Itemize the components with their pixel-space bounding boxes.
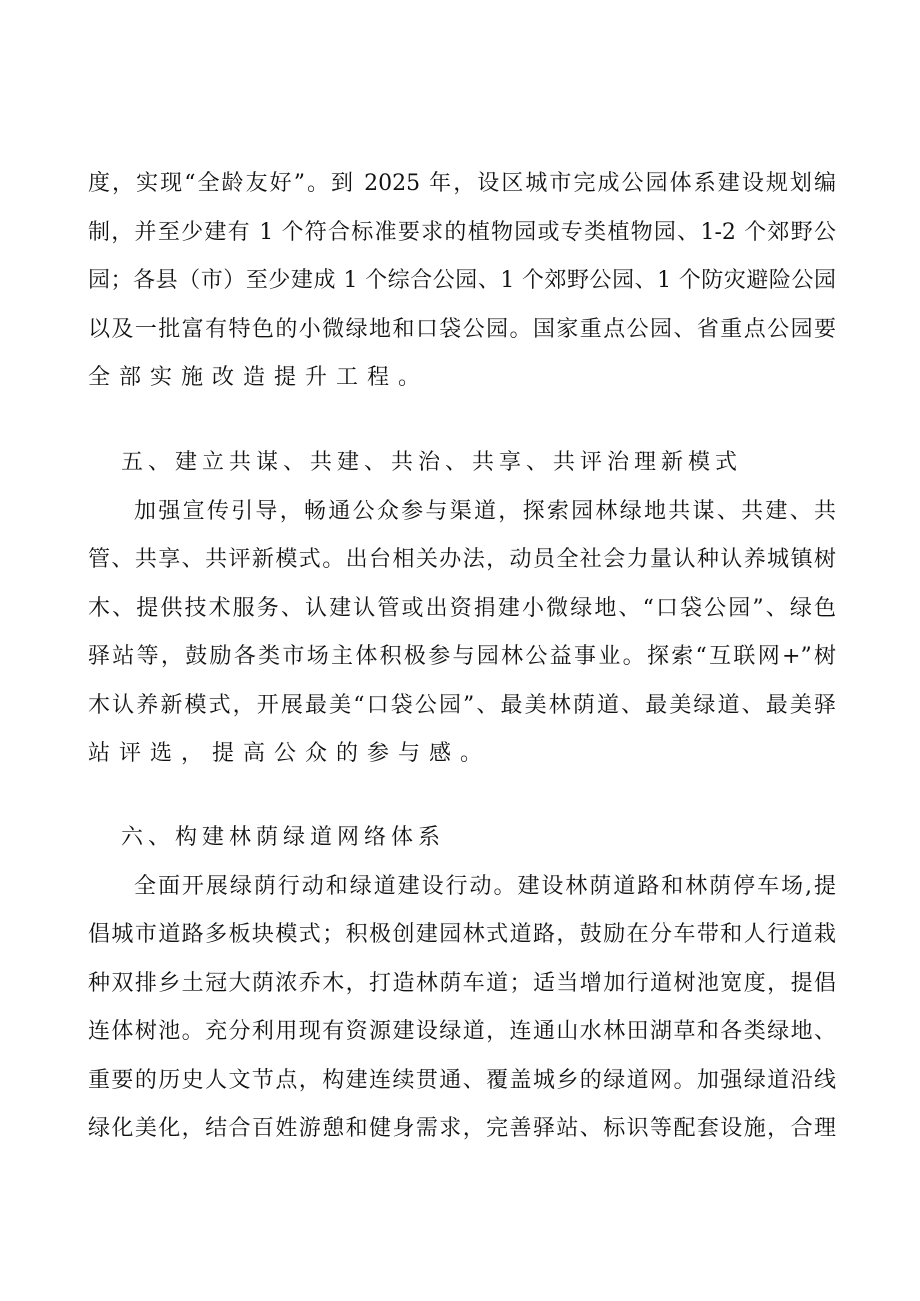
- paragraph-3-line-6: 绿化美化，结合百姓游憩和健身需求，完善驿站、标识等配套设施，合理: [88, 1116, 836, 1141]
- paragraph-2-line-1: 加强宣传引导，畅通公众参与渠道，探索园林绿地共谋、共建、共: [134, 499, 836, 524]
- paragraph-3-line-2: 倡城市道路多板块模式；积极创建园林式道路，鼓励在分车带和人行道栽: [88, 922, 836, 947]
- paragraph-1-line-5: 全部实施改造提升工程。: [88, 365, 430, 390]
- paragraph-2-line-6: 站评选，提高公众的参与感。: [88, 741, 492, 766]
- paragraph-3-line-5: 重要的历史人文节点，构建连续贯通、覆盖城乡的绿道网。加强绿道沿线: [88, 1068, 836, 1093]
- section-heading-5: 五、建立共谋、共建、共治、共享、共评治理新模式: [121, 450, 743, 475]
- paragraph-3-line-3: 种双排乡土冠大荫浓乔木，打造林荫车道；适当增加行道树池宽度，提倡: [88, 971, 836, 996]
- paragraph-1-line-1: 度，实现“全龄友好”。到 2025 年，设区城市完成公园体系建设规划编: [88, 171, 836, 196]
- paragraph-1-line-2: 制，并至少建有 1 个符合标准要求的植物园或专类植物园、1-2 个郊野公: [88, 220, 836, 245]
- section-heading-6: 六、构建林荫绿道网络体系: [121, 825, 446, 850]
- paragraph-1-line-4: 以及一批富有特色的小微绿地和口袋公园。国家重点公园、省重点公园要: [88, 317, 836, 342]
- paragraph-3-line-4: 连体树池。充分利用现有资源建设绿道，连通山水林田湖草和各类绿地、: [88, 1019, 836, 1044]
- paragraph-2-line-2: 管、共享、共评新模式。出台相关办法，动员全社会力量认种认养城镇树: [88, 547, 836, 572]
- paragraph-2-line-3: 木、提供技术服务、认建认管或出资捐建小微绿地、“口袋公园”、绿色: [88, 596, 836, 621]
- paragraph-2-line-4: 驿站等，鼓励各类市场主体积极参与园林公益事业。探索“互联网+”树: [88, 644, 836, 669]
- paragraph-2-line-5: 木认养新模式，开展最美“口袋公园”、最美林荫道、最美绿道、最美驿: [88, 693, 836, 718]
- paragraph-3-line-1: 全面开展绿荫行动和绿道建设行动。建设林荫道路和林荫停车场,提: [134, 874, 836, 899]
- paragraph-1-line-3: 园；各县（市）至少建成 1 个综合公园、1 个郊野公园、1 个防灾避险公园: [88, 268, 836, 293]
